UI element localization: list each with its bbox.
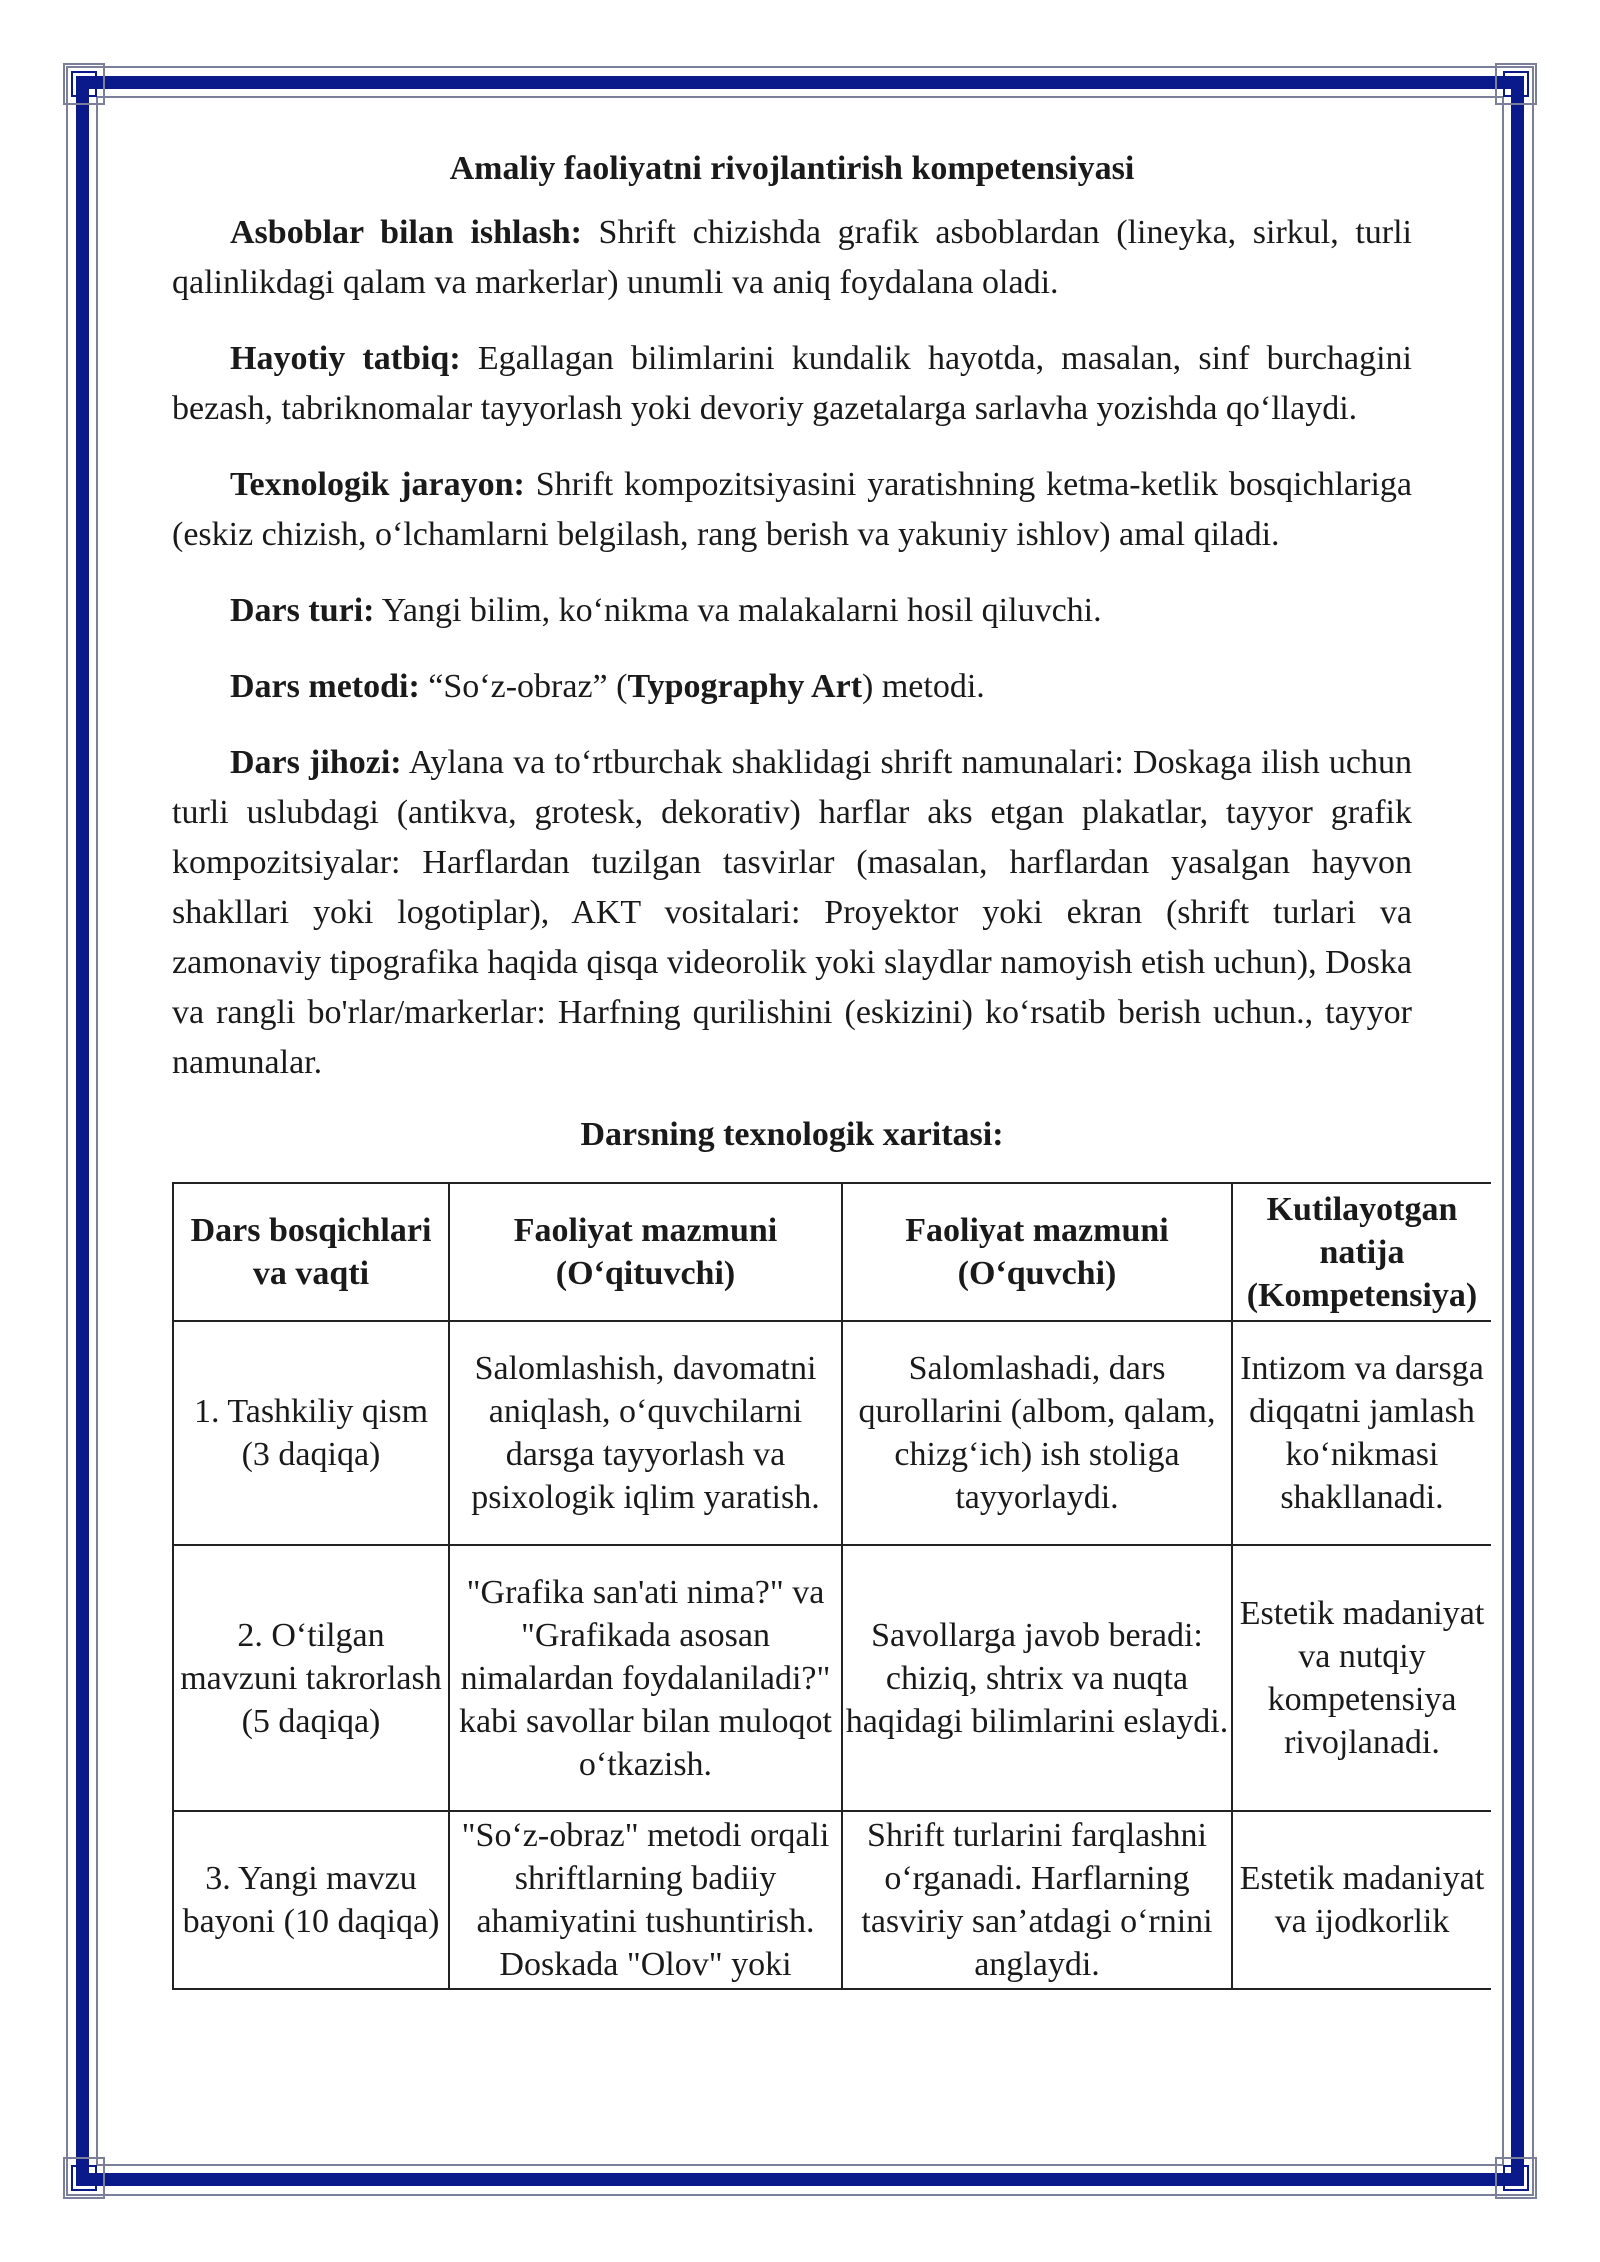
- table-cell: Salomlashish, davomatni aniqlash, o‘quvchilarni darsga tayyorlash va psixologik iqlim yaratish.: [449, 1321, 842, 1545]
- frame-corner-ornament-icon: [62, 2156, 106, 2200]
- lesson-map-table: [172, 1182, 1491, 1990]
- paragraph-text: Shrift kompozitsiyasini yaratishning ketma-ketlik bosqichlariga (eskiz chizish, o‘lchamlarni belgilash, rang berish va yakuniy ishlov) amal qiladi.: [172, 466, 1412, 553]
- paragraph-label: Dars jihozi:: [230, 744, 402, 781]
- paragraph-text: Yangi bilim, ko‘nikma va malakalarni hosil qiluvchi.: [374, 592, 1102, 629]
- frame-corner-ornament-icon: [62, 62, 106, 106]
- paragraph-label: Dars metodi:: [230, 668, 420, 705]
- section-title: Amaliy faoliyatni rivojlantirish kompetensiyasi: [449, 150, 1135, 187]
- table-cell: 2. O‘tilgan mavzuni takrorlash (5 daqiqa): [173, 1545, 449, 1811]
- table-header-cell: Kutilayotgan natija (Kompetensiya): [1232, 1183, 1491, 1321]
- paragraph-text: Shrift chizishda grafik asboblardan (lineyka, sirkul, turli qalinlikdagi qalam va markerlar) unumli va aniq foydalana oladi.: [172, 214, 1412, 301]
- table-cell: Estetik madaniyat va nutqiy kompetensiya rivojlanadi.: [1232, 1545, 1491, 1811]
- table-header-cell: Dars bosqichlari va vaqti: [173, 1183, 449, 1321]
- paragraph-label: Asboblar bilan ishlash:: [230, 214, 582, 251]
- document-content: [172, 150, 1485, 1990]
- paragraph-tech-process: [172, 460, 1412, 560]
- table-header-row: [173, 1183, 1491, 1321]
- table-row: [173, 1321, 1491, 1545]
- paragraph-life-application: [172, 334, 1412, 434]
- table-cell: "So‘z-obraz" metodi orqali shriftlarning badiiy ahamiyatini tushuntirish. Doskada "Olov" yoki: [449, 1811, 842, 1989]
- paragraph-label: Texnologik jarayon:: [230, 466, 525, 503]
- table-cell: 3. Yangi mavzu bayoni (10 daqiqa): [173, 1811, 449, 1989]
- paragraph-equipment: [172, 738, 1412, 1088]
- table-cell: Estetik madaniyat va ijodkorlik: [1232, 1811, 1491, 1989]
- table-cell: 1. Tashkiliy qism (3 daqiqa): [173, 1321, 449, 1545]
- paragraph-lesson-type: [172, 586, 1412, 636]
- frame-corner-ornament-icon: [1494, 62, 1538, 106]
- table-cell: Salomlashadi, dars qurollarini (albom, qalam, chizg‘ich) ish stoliga tayyorlaydi.: [842, 1321, 1232, 1545]
- table-row: [173, 1811, 1491, 1989]
- paragraph-text: Aylana va to‘rtburchak shaklidagi shrift namunalari: Doskaga ilish uchun turli uslubdagi (antikva, grotesk, dekorativ) harflar aks etgan plakatlar, tayyor grafik kompozitsiyalar: Harflardan tuzilgan tasvirlar (masalan, harflardan yasalgan hayvon shakllari yoki logotiplar), AKT vositalari: Proyektor yoki ekran (shrift turlari va zamonaviy tipografika haqida qisqa videorolik yoki slaydlar namoyish etish uchun), Doska va rangli bo'rlar/markerlar: Harfning qurilishini (eskizini) ko‘rsatib berish uchun., tayyor namunalar.: [172, 744, 1412, 1081]
- table-header-cell: Faoliyat mazmuni (O‘qituvchi): [449, 1183, 842, 1321]
- table-cell: Savollarga javob beradi: chiziq, shtrix va nuqta haqidagi bilimlarini eslaydi.: [842, 1545, 1232, 1811]
- table-cell: Shrift turlarini farqlashni o‘rganadi. Harflarning tasviriy san’atdagi o‘rnini anglaydi.: [842, 1811, 1232, 1989]
- paragraph-text: ) metodi.: [862, 668, 985, 705]
- table-cell: Intizom va darsga diqqatni jamlash ko‘nikmasi shakllanadi.: [1232, 1321, 1491, 1545]
- method-term: Typography Art: [627, 668, 863, 705]
- paragraph-lesson-method: [172, 662, 1412, 712]
- table-title: Darsning texnologik xaritasi:: [580, 1116, 1004, 1153]
- paragraph-text: Egallagan bilimlarini kundalik hayotda, masalan, sinf burchagini bezash, tabriknomalar tayyorlash yoki devoriy gazetalarga sarlavha yozishda qo‘llaydi.: [172, 340, 1412, 427]
- paragraph-label: Dars turi:: [230, 592, 375, 629]
- frame-corner-ornament-icon: [1494, 2156, 1538, 2200]
- paragraph-tools: [172, 208, 1412, 308]
- table-row: [173, 1545, 1491, 1811]
- table-cell: "Grafika san'ati nima?" va "Grafikada asosan nimalardan foydalaniladi?" kabi savollar bilan muloqot o‘tkazish.: [449, 1545, 842, 1811]
- paragraph-label: Hayotiy tatbiq:: [230, 340, 461, 377]
- table-header-cell: Faoliyat mazmuni (O‘quvchi): [842, 1183, 1232, 1321]
- paragraph-text: “So‘z-obraz” (: [419, 668, 628, 705]
